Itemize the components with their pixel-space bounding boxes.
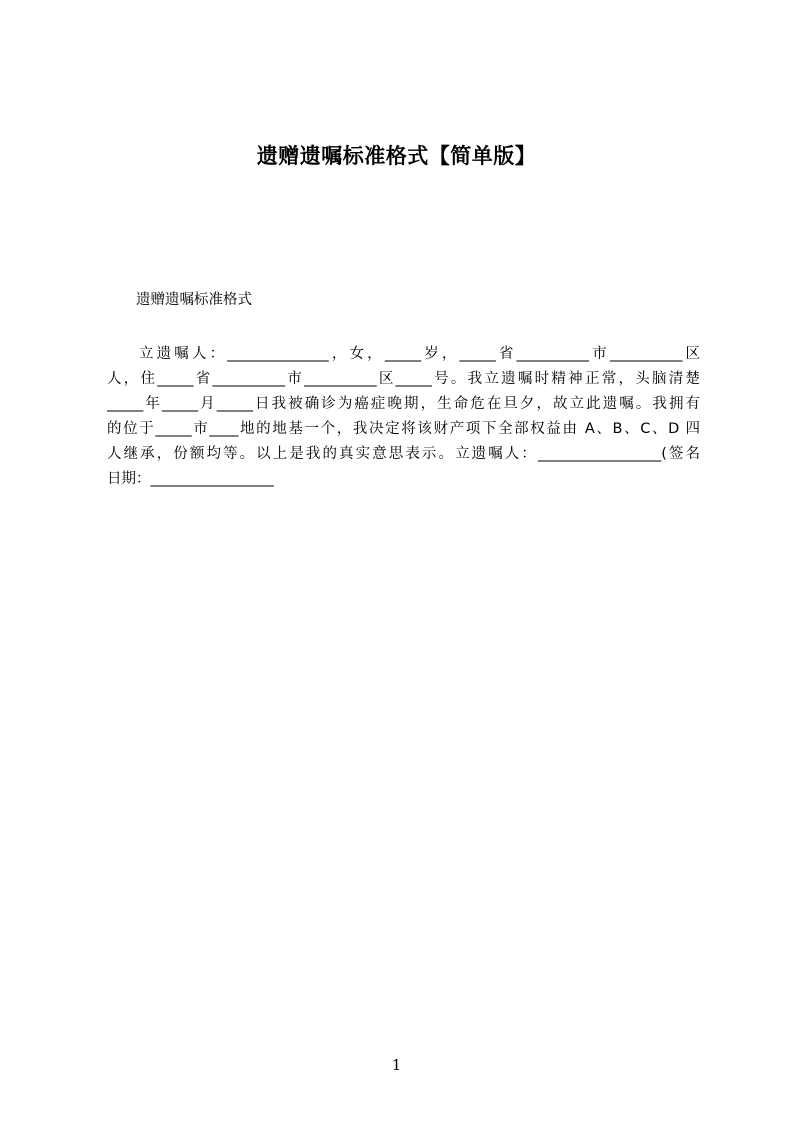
body-line: _____年_____月_____日我被确诊为癌症晚期，生命危在旦夕，故立此遗嘱。我拥有: [107, 396, 700, 412]
document-body: [107, 342, 700, 492]
body-line: 的位于_____市____地的地基一个，我决定将该财产项下全部权益由 A、B、C、D 四: [107, 421, 700, 437]
document-title: 遗赠遗嘱标准格式【简单版】: [256, 144, 537, 168]
document-subtitle: 遗赠遗嘱标准格式: [136, 292, 252, 308]
page-number: 1: [391, 1056, 402, 1074]
body-line: 人，住_____省__________市__________区_____号。我立遗嘱时精神正常，头脑清楚: [107, 371, 700, 387]
body-line: 日期：_________________: [107, 471, 274, 487]
body-line: 立遗嘱人：______________，女，_____岁，_____省__________市__________区: [139, 346, 700, 362]
body-line: 人继承，份额均等。以上是我的真实意思表示。立遗嘱人：_________________(签名: [107, 446, 700, 462]
